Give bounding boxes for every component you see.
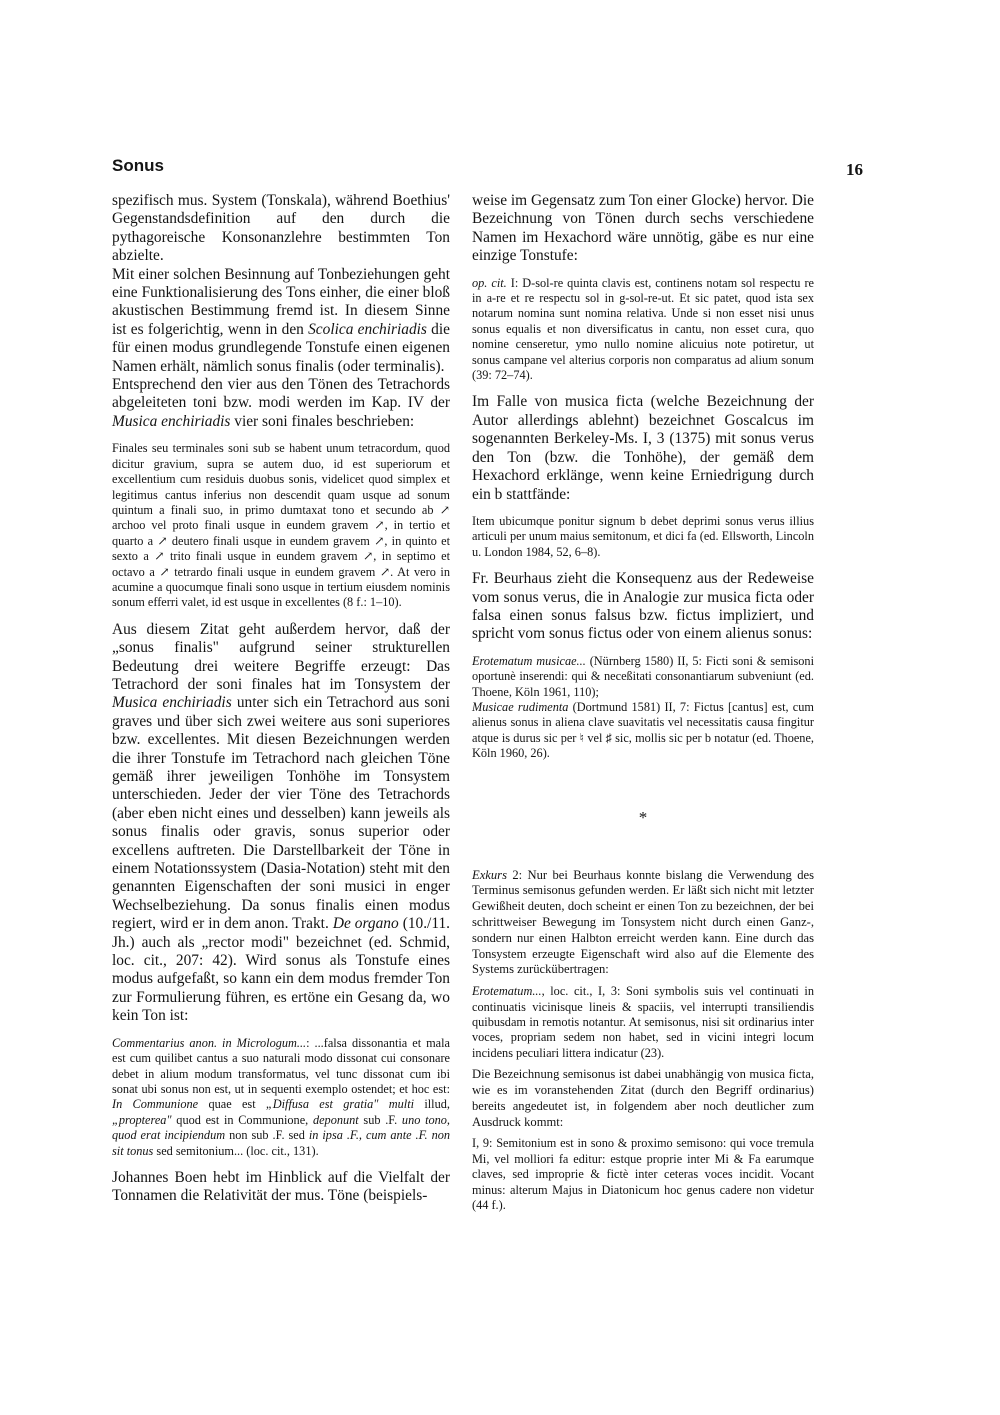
block-quote: I, 9: Semitonium est in sono & proximo semisono: qui voce tremula Mi, vel molliori fa editur: estque proprie inter Mi & Fa earumque claves, sed improprie & fictè inter ceteras voces incidit. Vocant minus: alterum Majus in Diatonicum hoc genus cadere non videtur (44 f.).	[472, 1136, 814, 1213]
left-column	[112, 192, 450, 1206]
page-number: 16	[846, 160, 863, 179]
excursus-paragraph: Exkurs 2: Nur bei Beurhaus konnte bislang die Verwendung des Terminus semisonus gefunden werden. Er läßt sich nicht mit letzter Gewißheit deuten, doch scheint er einen Ton zu bezeichnen, der bei schrittweiser Bewegung im Tonsystem nicht durch einen Ganz-, sondern nur einen Halbton erreicht werden kann. Eine durch das Tonsystem erzeugte Eigenschaft wird also auf die Elemente des Systems zurückübertragen:	[472, 867, 814, 977]
block-quote: op. cit. I: D-sol-re quinta clavis est, continens notam sol respectu re in a-re et re respectu sol in g-sol-re-ut. Et sic patet, quod ista sex notarum nomina sunt nomina relativa. Unde si non esset nisi unus sonus equalis et non diversificatus in cantu, non esset cura, quo nomine censeretur, ymo nullo nomine alicuius note potiretur, ut sonus campane vel alterius corporis non comparatus ad alium sonum (39: 72–74).	[472, 275, 814, 383]
right-column	[472, 192, 814, 1213]
block-quote: Musicae rudimenta (Dortmund 1581) II, 7: Fictus [cantus] est, cum alienus sonus in aliena clave suavitatis vel necessitatis causa fingitur atque is durus sic per ♮ vel ♯ sic, mollis sic per b notatur (ed. Thoene, Köln 1960, 26).	[472, 699, 814, 761]
block-quote: Commentarius anon. in Micrologum...: ...falsa dissonantia et mala est cum quilibet cantus a suo naturali modo dissonat cui consonare debet in alium modum transformatus, vel tunc dissonat cum ibi sonat ubi sonus non est, ut in sequenti exemplo ostendet; et hoc est: In Communione quae est „Diffusa est gratia" multi illud, „propterea" quod est in Communione, deponunt sub .F. uno tono, quod erat incipiendum non sub .F. sed in ipsa .F., cum ante .F. non sit tonus sed semitonium... (loc. cit., 131).	[112, 1035, 451, 1158]
running-head: Sonus	[112, 156, 164, 175]
section-separator: *	[638, 807, 648, 827]
block-quote: Finales seu terminales soni sub se habent unum tetracordum, quod dicitur gravium, supra se autem duo, id est superiorum et excellentium cum residuis duobus sonis, videlicet quod simplex et legitimus cantus inferius non descendit quam usque ad sonum quintum a finali suo, in primo dumtaxat tono et secundo ab ↗ archoo vel proto finali usque in eundem gravem ↗, in tertio et quarto a ↗ deutero finali usque in eundem gravem ↗, in quinto et sexto a ↗ trito finali usque in eundem gravem ↗, in septimo et octavo a ↗ tetrardo finali usque in eundem gravem ↗. At vero in acumine a quocumque finali sono usque in tertium eiusdem nominis sonum efferri valet, id est usque in excellentes (8 f.: 1–10).	[112, 441, 450, 610]
paragraph: Johannes Boen hebt im Hinblick auf die Vielfalt der Tonnamen die Relativität der mus. Töne (beispiels-	[112, 1168, 450, 1205]
paragraph: Aus diesem Zitat geht außerdem hervor, daß der „sonus finalis" aufgrund seiner strukturellen Bedeutung drei weitere Begriffe erzeugt: Das Tetrachord der soni finales hat im Tonsystem der Musica enchiriadis unter sich ein Tetrachord aus soni graves und über sich zwei weitere aus soni superiores bzw. excellentes. Mit diesen Bezeichnungen werden die ihrer Tonstufe im Tetrachord nach gleichen Töne gemäß ihrer jeweiligen Tonhöhe im Tonsystem unterschieden. Jeder der vier Töne des Tetrachords (aber eben nicht eines und desselben) kann jeweils als sonus finalis oder gravis, sonus superior oder excellens auftreten. Die Darstellbarkeit der Töne in einem Notationssystem (Dasia-Notation) steht mit den genannten Eigenschaften der soni musici in enger Wechselbeziehung. Da sonus finalis einen modus regiert, wird er in dem anon. Trakt. De organo (10./11. Jh.) auch als „rector modi" bezeichnet (ed. Schmid, loc. cit., 207: 42). Wird sonus als Tonstufe eines modus aufgefaßt, so kann ein dem modus fremder Ton zur Formulierung führen, es ertöne ein Gesang da, wo kein Ton ist:	[112, 620, 451, 1025]
block-quote: Item ubicumque ponitur signum b debet deprimi sonus verus illius articuli per unum maius semitonum, et dici fa (ed. Ellsworth, Lincoln u. London 1984, 52, 6–8).	[472, 513, 814, 559]
paragraph: spezifisch mus. System (Tonskala), während Boethius' Gegenstandsdefinition auf den durch die pythagoreische Konsonanzlehre bestimmten Ton abzielte.	[112, 192, 450, 265]
paragraph: weise im Gegensatz zum Ton einer Glocke) hervor. Die Bezeichnung von Tönen durch sechs verschiedene Namen im Hexachord wäre unnötig, gäbe es nur eine einzige Tonstufe:	[472, 192, 814, 265]
block-quote: Erotematum musicae... (Nürnberg 1580) II, 5: Ficti soni & semisoni oportunè inserendi: qui & neceßitati consonantiarum subveniunt (ed. Thoene, Köln 1961, 110);	[472, 653, 814, 699]
paragraph: Entsprechend den vier aus den Tönen des Tetrachords abgeleiteten toni bzw. modi werden im Kap. IV der Musica enchiriadis vier soni finales beschrieben:	[112, 376, 450, 430]
block-quote: Erotematum..., loc. cit., I, 3: Soni symbolis suis vel continuati in continuatis vicinisque lineis & spaciis, vel interrupti transiliendis quibusdam in remotis notantur. At semisonus, nisi sit ordinarius inter voces, propriam sedem non habet, sed in vicini integri locum incidens peculiari littera indicatur (23).	[472, 984, 814, 1060]
paragraph: Die Bezeichnung semisonus ist dabei unabhängig von musica ficta, wie es im voranstehenden Zitat (durch den Begriff ordinarius) bereits angedeutet ist, in folgendem aber noch deutlicher zum Ausdruck kommt:	[472, 1067, 814, 1129]
paragraph: Im Falle von musica ficta (welche Bezeichnung der Autor allerdings ablehnt) bezeichnet Goscalcus im sogenannten Berkeley-Ms. I, 3 (1375) mit sonus verus den Ton (bzw. die Tonhöhe), der gemäß dem Hexachord erklänge, wenn keine Erniedrigung durch ein b stattfände:	[472, 393, 814, 503]
paragraph: Fr. Beurhaus zieht die Konsequenz aus der Redeweise vom sonus verus, die in Analogie zur musica ficta oder falsa einen sonus falsus bzw. fictus impliziert, und spricht vom sonus fictus oder von einem alienus sonus:	[472, 570, 814, 643]
paragraph: Mit einer solchen Besinnung auf Tonbeziehungen geht eine Funktionalisierung des Tons einher, die einer bloß akustischen Bestimmung fremd ist. In diesem Sinne ist es folgerichtig, wenn in den Scolica enchiriadis die für einen modus grundlegende Tonstufe einen eigenen Namen erhält, nämlich sonus finalis (oder terminalis).	[112, 265, 450, 375]
